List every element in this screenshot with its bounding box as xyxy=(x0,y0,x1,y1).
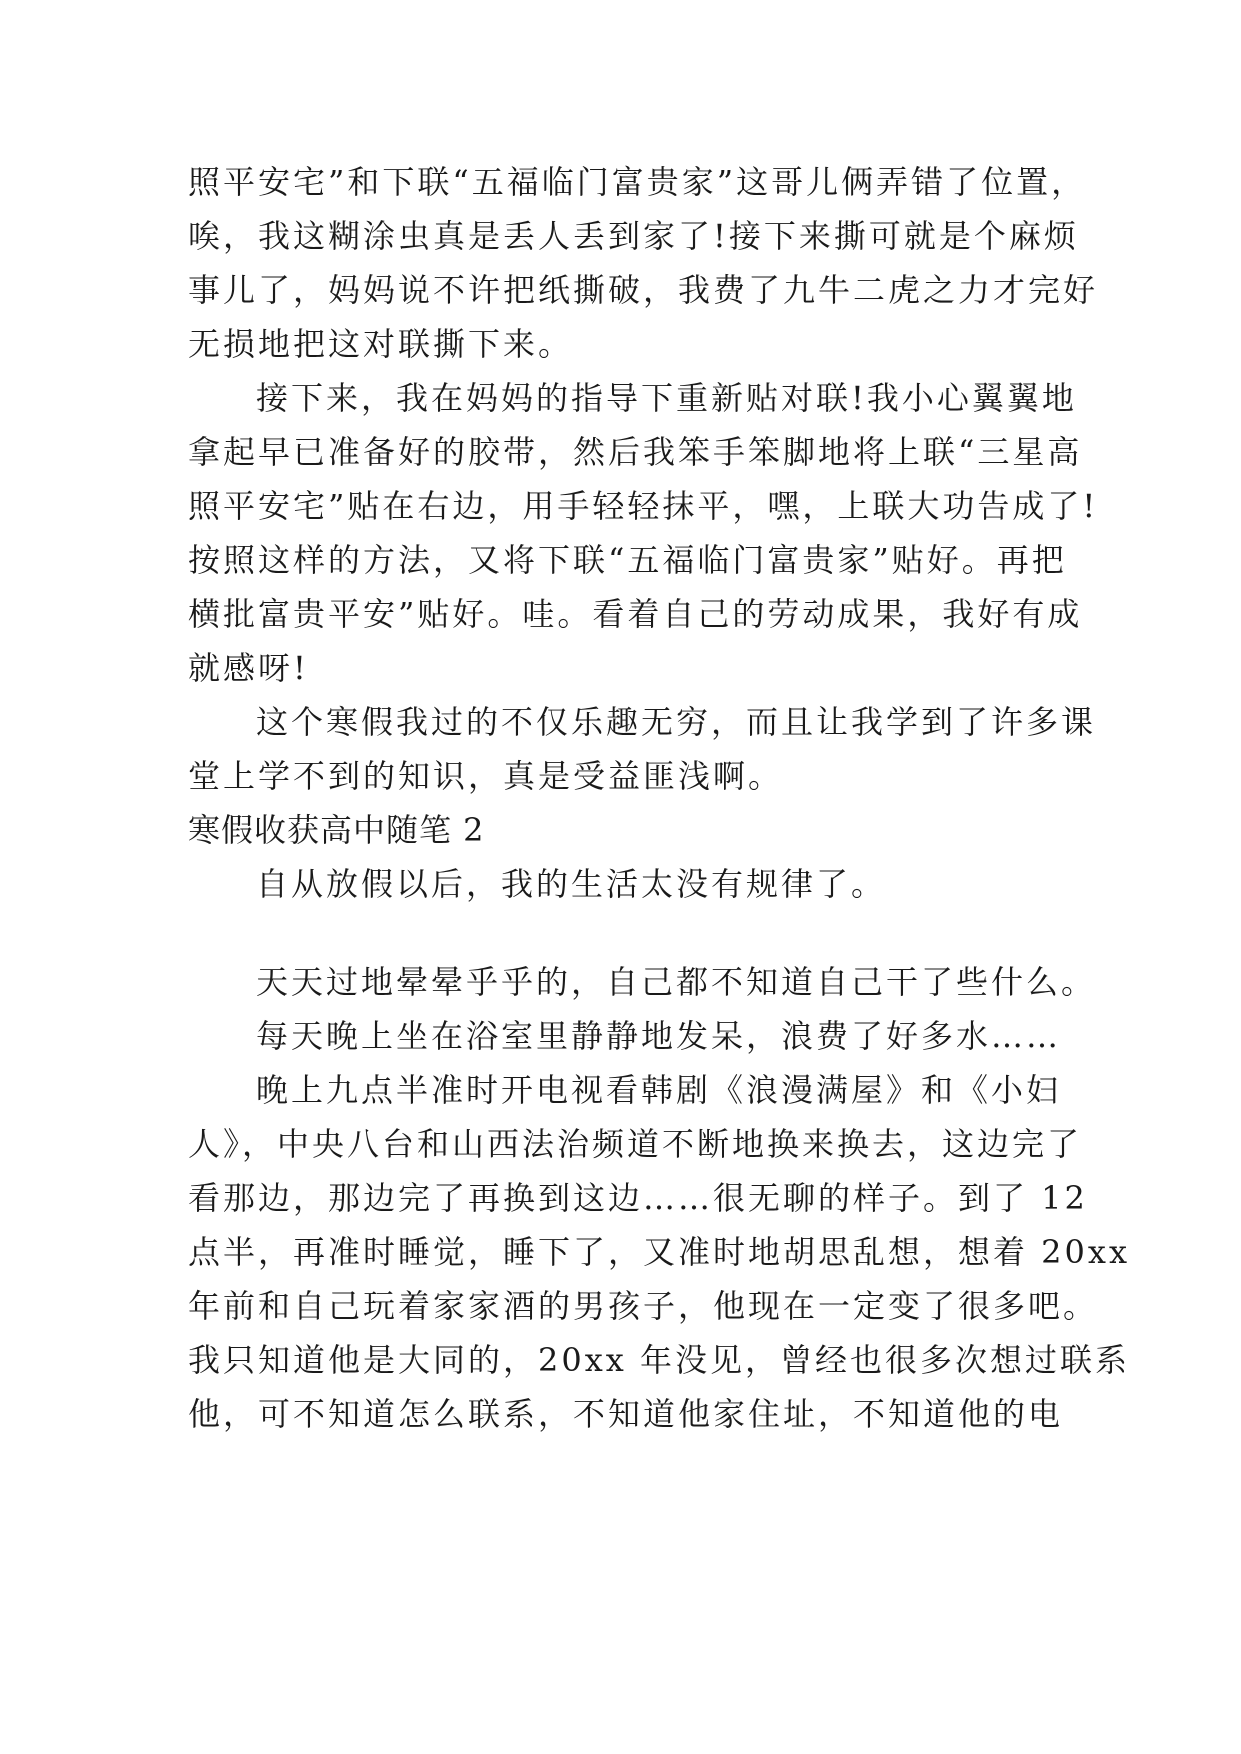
text-line: 拿起早已准备好的胶带，然后我笨手笨脚地将上联“三星高 xyxy=(188,433,1083,471)
section-heading: 寒假收获高中随笔 2 xyxy=(188,811,485,849)
text-line: 天天过地晕晕乎乎的，自己都不知道自己干了些什么。 xyxy=(256,963,1097,1001)
text-line: 自从放假以后，我的生活太没有规律了。 xyxy=(256,865,887,903)
text-line: 看那边，那边完了再换到这边……很无聊的样子。到了 12 xyxy=(188,1179,1088,1217)
text-line: 我只知道他是大同的，20xx 年没见，曾经也很多次想过联系 xyxy=(188,1341,1130,1379)
text-line: 照平安宅”和下联“五福临门富贵家”这哥儿俩弄错了位置， xyxy=(188,163,1087,201)
text-line: 唉，我这糊涂虫真是丢人丢到家了!接下来撕可就是个麻烦 xyxy=(188,217,1079,255)
text-line: 点半，再准时睡觉，睡下了，又准时地胡思乱想，想着 20xx xyxy=(188,1233,1130,1271)
text-line: 无损地把这对联撕下来。 xyxy=(188,325,574,363)
text-line: 事儿了，妈妈说不许把纸撕破，我费了九牛二虎之力才完好 xyxy=(188,271,1099,309)
text-line: 晚上九点半准时开电视看韩剧《浪漫满屋》和《小妇 xyxy=(256,1071,1062,1109)
text-line: 人》，中央八台和山西法治频道不断地换来换去，这边完了 xyxy=(188,1125,1083,1163)
text-line: 按照这样的方法，又将下联“五福临门富贵家”贴好。再把 xyxy=(188,541,1067,579)
text-line: 年前和自己玩着家家酒的男孩子，他现在一定变了很多吧。 xyxy=(188,1287,1099,1325)
text-line: 堂上学不到的知识，真是受益匪浅啊。 xyxy=(188,757,784,795)
text-line: 照平安宅”贴在右边，用手轻轻抹平，嘿，上联大功告成了! xyxy=(188,487,1099,525)
text-line: 就感呀! xyxy=(188,649,309,687)
text-line: 每天晚上坐在浴室里静静地发呆，浪费了好多水…… xyxy=(256,1017,1062,1055)
text-line: 横批富贵平安”贴好。哇。看着自己的劳动成果，我好有成 xyxy=(188,595,1083,633)
text-line: 这个寒假我过的不仅乐趣无穷，而且让我学到了许多课 xyxy=(256,703,1097,741)
text-line: 他，可不知道怎么联系，不知道他家住址，不知道他的电 xyxy=(188,1395,1064,1433)
text-line: 接下来，我在妈妈的指导下重新贴对联!我小心翼翼地 xyxy=(256,379,1077,417)
